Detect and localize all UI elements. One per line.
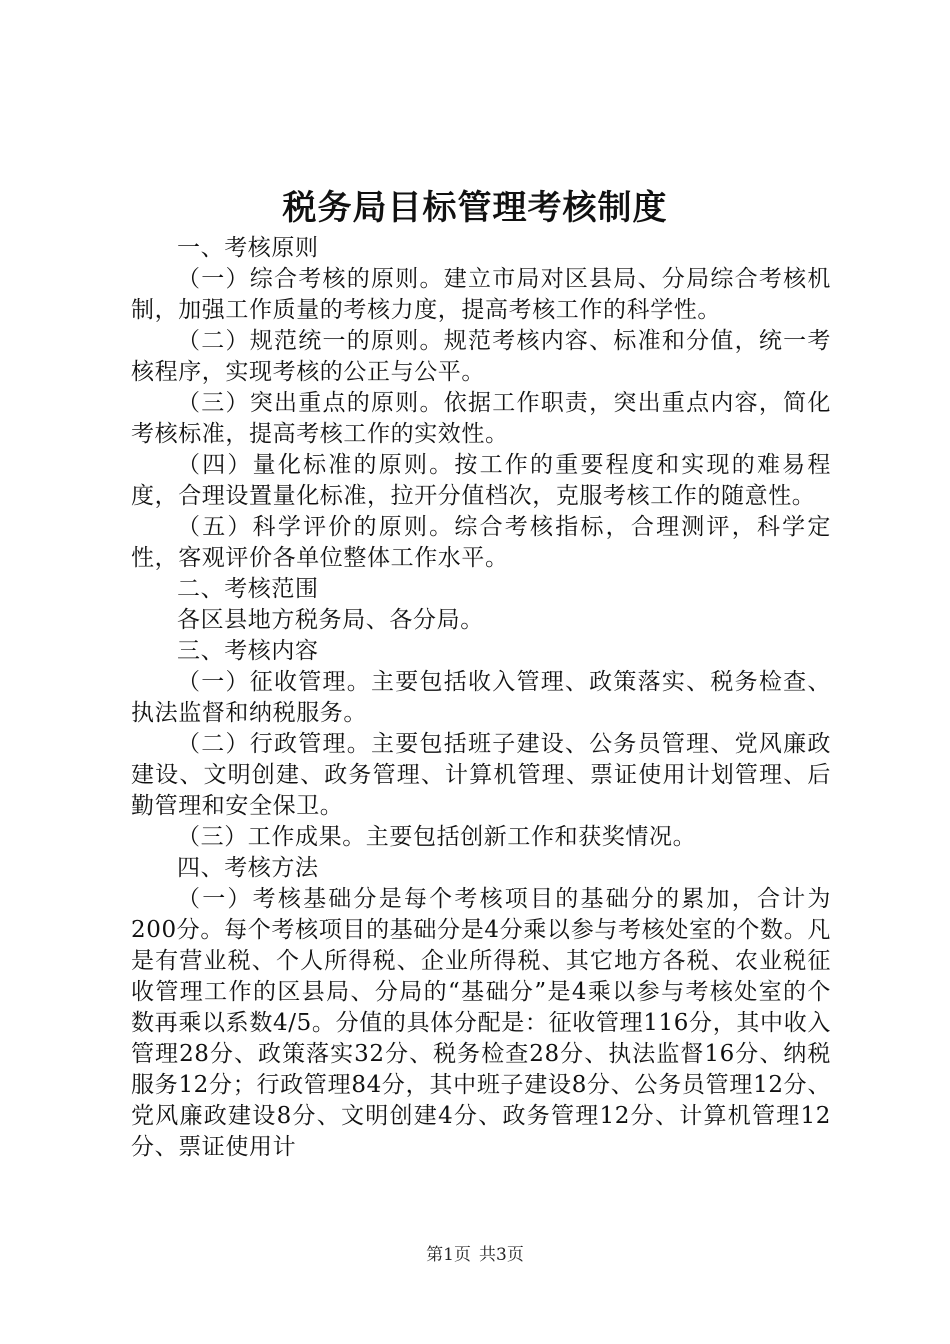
page-total: 共3页 xyxy=(479,1245,524,1265)
document-title: 税务局目标管理考核制度 xyxy=(282,188,668,228)
section-heading: 四、考核方法 xyxy=(177,855,319,881)
section-heading: 一、考核原则 xyxy=(177,235,319,261)
section-heading: 三、考核内容 xyxy=(177,638,319,664)
page-number: 第1页 xyxy=(426,1245,471,1265)
paragraph: （五）科学评价的原则。综合考核指标，合理测评，科学定性，客观评价各单位整体工作水平。 xyxy=(131,514,831,571)
paragraph: （四）量化标准的原则。按工作的重要程度和实现的难易程度，合理设置量化标准，拉开分值档次，克服考核工作的随意性。 xyxy=(131,452,831,509)
paragraph: （一）综合考核的原则。建立市局对区县局、分局综合考核机制，加强工作质量的考核力度，提高考核工作的科学性。 xyxy=(131,266,831,323)
paragraph: 各区县地方税务局、各分局。 xyxy=(177,607,484,633)
section-heading: 二、考核范围 xyxy=(177,576,319,602)
paragraph: （一）征收管理。主要包括收入管理、政策落实、税务检查、执法监督和纳税服务。 xyxy=(131,669,831,726)
paragraph: （三）工作成果。主要包括创新工作和获奖情况。 xyxy=(177,824,697,850)
page-footer xyxy=(0,1243,950,1267)
paragraph: （二）行政管理。主要包括班子建设、公务员管理、党风廉政建设、文明创建、政务管理、计算机管理、票证使用计划管理、后勤管理和安全保卫。 xyxy=(131,731,831,819)
paragraph: （二）规范统一的原则。规范考核内容、标准和分值，统一考核程序，实现考核的公正与公平。 xyxy=(131,328,831,385)
document-body xyxy=(131,233,831,1163)
paragraph: （三）突出重点的原则。依据工作职责，突出重点内容，简化考核标准，提高考核工作的实效性。 xyxy=(131,390,831,447)
paragraph: （一）考核基础分是每个考核项目的基础分的累加，合计为200分。每个考核项目的基础分是4分乘以参与考核处室的个数。凡是有营业税、个人所得税、企业所得税、其它地方各税、农业税征收管理工作的区县局、分局的“基础分”是4乘以参与考核处室的个数再乘以系数4/5。分值的具体分配是：征收管理116分，其中收入管理28分、政策落实32分、税务检查28分、执法监督16分、纳税服务12分；行政管理84分，其中班子建设8分、公务员管理12分、党风廉政建设8分、文明创建4分、政务管理12分、计算机管理12分、票证使用计 xyxy=(131,886,831,1160)
